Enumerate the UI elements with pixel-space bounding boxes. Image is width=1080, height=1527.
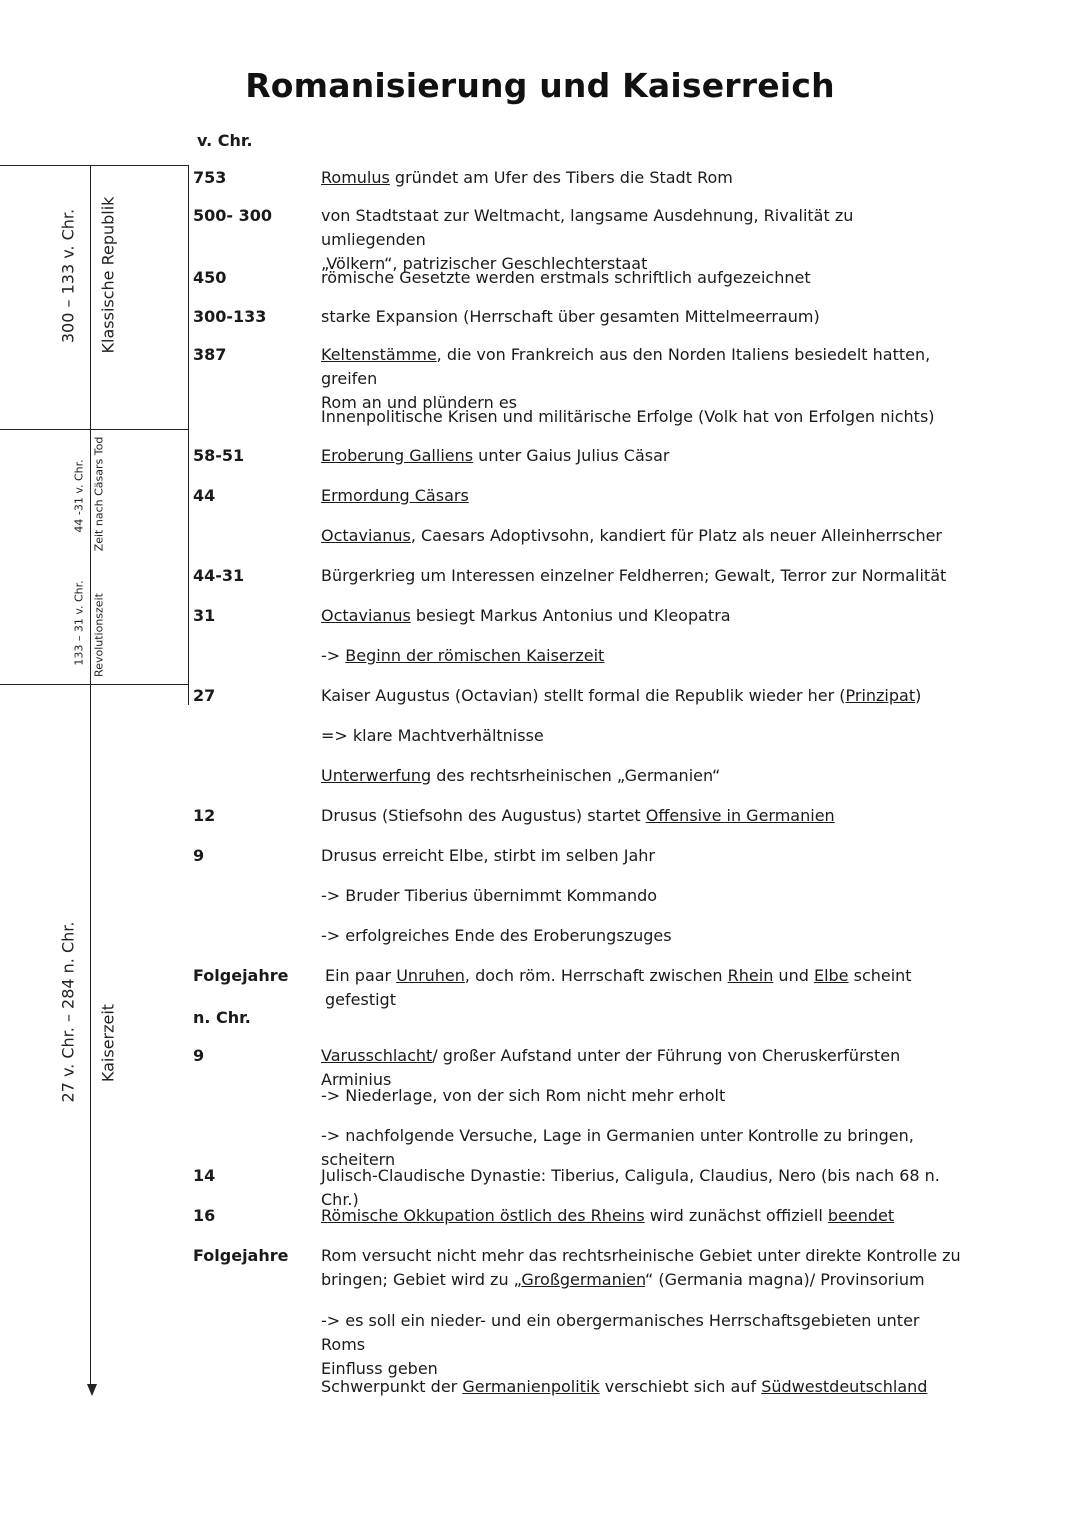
page-title: Romanisierung und Kaiserreich: [245, 66, 835, 105]
description-text: verschiebt sich auf: [599, 1377, 762, 1396]
period-label-2a: Zeit nach Cäsars Tod: [92, 436, 106, 552]
timeline-description: [321, 884, 961, 908]
underlined-term: Varusschlacht: [321, 1046, 433, 1065]
underlined-term: Germanienpolitik: [462, 1377, 600, 1396]
description-text: -> nachfolgende Versuche, Lage in Germanien unter Kontrolle zu bringen, scheitern: [321, 1126, 914, 1169]
underlined-term: Keltenstämme: [321, 345, 437, 364]
description-text: -> Niederlage, von der sich Rom nicht mehr erholt: [321, 1086, 726, 1105]
description-text: von Stadtstaat zur Weltmacht, langsame Ausdehnung, Rivalität zu umliegenden „Völkern“, patrizischer Geschlechterstaat: [321, 206, 854, 273]
timeline-year: 27: [193, 686, 216, 705]
description-text: -> Bruder Tiberius übernimmt Kommando: [321, 886, 658, 905]
period-label-1: Klassische Republik: [98, 196, 118, 354]
timeline-top-rule: [0, 165, 188, 166]
range-label-3: 27 v. Chr. – 284 n. Chr.: [58, 921, 78, 1103]
description-text: Ein paar: [325, 966, 397, 985]
underlined-term: Unterwerfung: [321, 766, 432, 785]
timeline-description: [321, 764, 961, 788]
description-text: -> erfolgreiches Ende des Eroberungszuges: [321, 926, 672, 945]
description-text: Drusus erreicht Elbe, stirbt im selben Jahr: [321, 846, 655, 865]
range-label-2b: 133 – 31 v. Chr.: [72, 580, 86, 666]
underlined-term: Romulus: [321, 168, 390, 187]
description-text: , Caesars Adoptivsohn, kandiert für Platz als neuer Alleinherrscher: [410, 526, 943, 545]
timeline-description: [321, 444, 961, 468]
timeline-description: [325, 964, 965, 1012]
timeline-description: [321, 166, 961, 190]
underlined-term: Octavianus: [321, 526, 411, 545]
timeline-year: 31: [193, 606, 216, 625]
timeline-description: [321, 1204, 961, 1228]
era-label-bc: v. Chr.: [197, 131, 253, 150]
description-text: starke Expansion (Herrschaft über gesamten Mittelmeerraum): [321, 307, 820, 326]
description-text: Rom versucht nicht mehr das rechtsrheinische Gebiet unter direkte Kontrolle zu bringen; Gebiet wird zu „: [321, 1246, 961, 1289]
timeline-divider-2: [0, 684, 188, 685]
timeline-description: [321, 924, 961, 948]
timeline-description: [321, 1375, 961, 1399]
description-text: gründet am Ufer des Tibers die Stadt Rom: [389, 168, 733, 187]
description-text: => klare Machtverhältnisse: [321, 726, 544, 745]
description-text: wird zunächst offiziell: [644, 1206, 828, 1225]
underlined-term: Rhein: [727, 966, 774, 985]
description-text: unter Gaius Julius Cäsar: [473, 446, 670, 465]
timeline-year: 9: [193, 1046, 205, 1065]
underlined-term: Octavianus: [321, 606, 411, 625]
description-text: Innenpolitische Krisen und militärische Erfolge (Volk hat von Erfolgen nichts): [321, 407, 935, 426]
description-text: , doch röm. Herrschaft zwischen: [464, 966, 728, 985]
description-text: , die von Frankreich aus den Norden Italiens besiedelt hatten, greifen Rom an und plündern es: [321, 345, 931, 412]
description-text: Schwerpunkt der: [321, 1377, 463, 1396]
period-label-2b: Revolutionszeit: [92, 593, 106, 677]
timeline-description: [321, 524, 961, 548]
underlined-term: Beginn der römischen Kaiserzeit: [345, 646, 605, 665]
description-text: Kaiser Augustus (Octavian) stellt formal die Republik wieder her (: [321, 686, 846, 705]
timeline-description: [321, 684, 961, 708]
timeline-year: Folgejahre: [193, 966, 289, 985]
timeline-description: [321, 305, 961, 329]
timeline-description: [321, 844, 961, 868]
timeline-year: 300-133: [193, 307, 267, 326]
timeline-year: 753: [193, 168, 227, 187]
timeline-description: [321, 484, 961, 508]
timeline-year: 450: [193, 268, 227, 287]
timeline-year: Folgejahre: [193, 1246, 289, 1265]
timeline-description: [321, 1244, 961, 1292]
range-label-2a: 44 -31 v. Chr.: [72, 459, 86, 533]
timeline-year: 500- 300: [193, 206, 273, 225]
timeline-year: 44: [193, 486, 216, 505]
description-text: ): [915, 686, 922, 705]
description-text: römische Gesetzte werden erstmals schriftlich aufgezeichnet: [321, 268, 811, 287]
description-text: Julisch-Claudische Dynastie: Tiberius, Caligula, Claudius, Nero (bis nach 68 n. Chr.): [321, 1166, 940, 1209]
range-label-1: 300 – 133 v. Chr.: [58, 208, 78, 344]
timeline-description: [321, 1084, 961, 1108]
description-text: -> es soll ein nieder- und ein obergermanisches Herrschaftsgebieten unter Roms Einfluss geben: [321, 1311, 920, 1378]
underlined-term: Elbe: [813, 966, 849, 985]
underlined-term: Prinzipat: [845, 686, 916, 705]
description-text: besiegt Markus Antonius und Kleopatra: [410, 606, 731, 625]
underlined-term: Unruhen: [396, 966, 465, 985]
timeline-year: 44-31: [193, 566, 245, 585]
description-text: scheint gefestigt: [325, 966, 912, 1009]
period-label-3: Kaiserzeit: [98, 1003, 118, 1083]
timeline-divider-1: [0, 429, 188, 430]
timeline-description: [321, 405, 961, 429]
timeline-description: [321, 804, 961, 828]
timeline-description: [321, 266, 961, 290]
timeline-year: 9: [193, 846, 205, 865]
timeline-arrow-icon: [87, 1384, 97, 1396]
timeline-year: 387: [193, 345, 227, 364]
underlined-term: Südwestdeutschland: [761, 1377, 928, 1396]
description-text: ->: [321, 646, 346, 665]
description-text: des rechtsrheinischen „Germanien“: [431, 766, 721, 785]
timeline-axis: [90, 165, 91, 1387]
timeline-description: [321, 564, 961, 588]
era-label-ad: n. Chr.: [193, 1008, 251, 1027]
underlined-term: Römische Okkupation östlich des Rheins: [321, 1206, 645, 1225]
description-text: Bürgerkrieg um Interessen einzelner Feldherren; Gewalt, Terror zur Normalität: [321, 566, 947, 585]
timeline-year-axis: [188, 165, 189, 705]
underlined-term: beendet: [827, 1206, 895, 1225]
description-text: “ (Germania magna)/ Provinsorium: [645, 1270, 925, 1289]
underlined-term: Eroberung Galliens: [321, 446, 474, 465]
underlined-term: Ermordung Cäsars: [321, 486, 469, 505]
description-text: und: [773, 966, 814, 985]
underlined-term: Offensive in Germanien: [645, 806, 835, 825]
timeline-year: 58-51: [193, 446, 245, 465]
timeline-year: 12: [193, 806, 216, 825]
timeline-year: 14: [193, 1166, 216, 1185]
timeline-description: [321, 604, 961, 628]
description-text: Drusus (Stiefsohn des Augustus) startet: [321, 806, 646, 825]
timeline-year: 16: [193, 1206, 216, 1225]
underlined-term: Großgermanien: [521, 1270, 645, 1289]
description-text: / großer Aufstand unter der Führung von Cheruskerfürsten Arminius: [321, 1046, 901, 1089]
timeline-description: [321, 1309, 961, 1381]
timeline-description: [321, 644, 961, 668]
timeline-description: [321, 724, 961, 748]
